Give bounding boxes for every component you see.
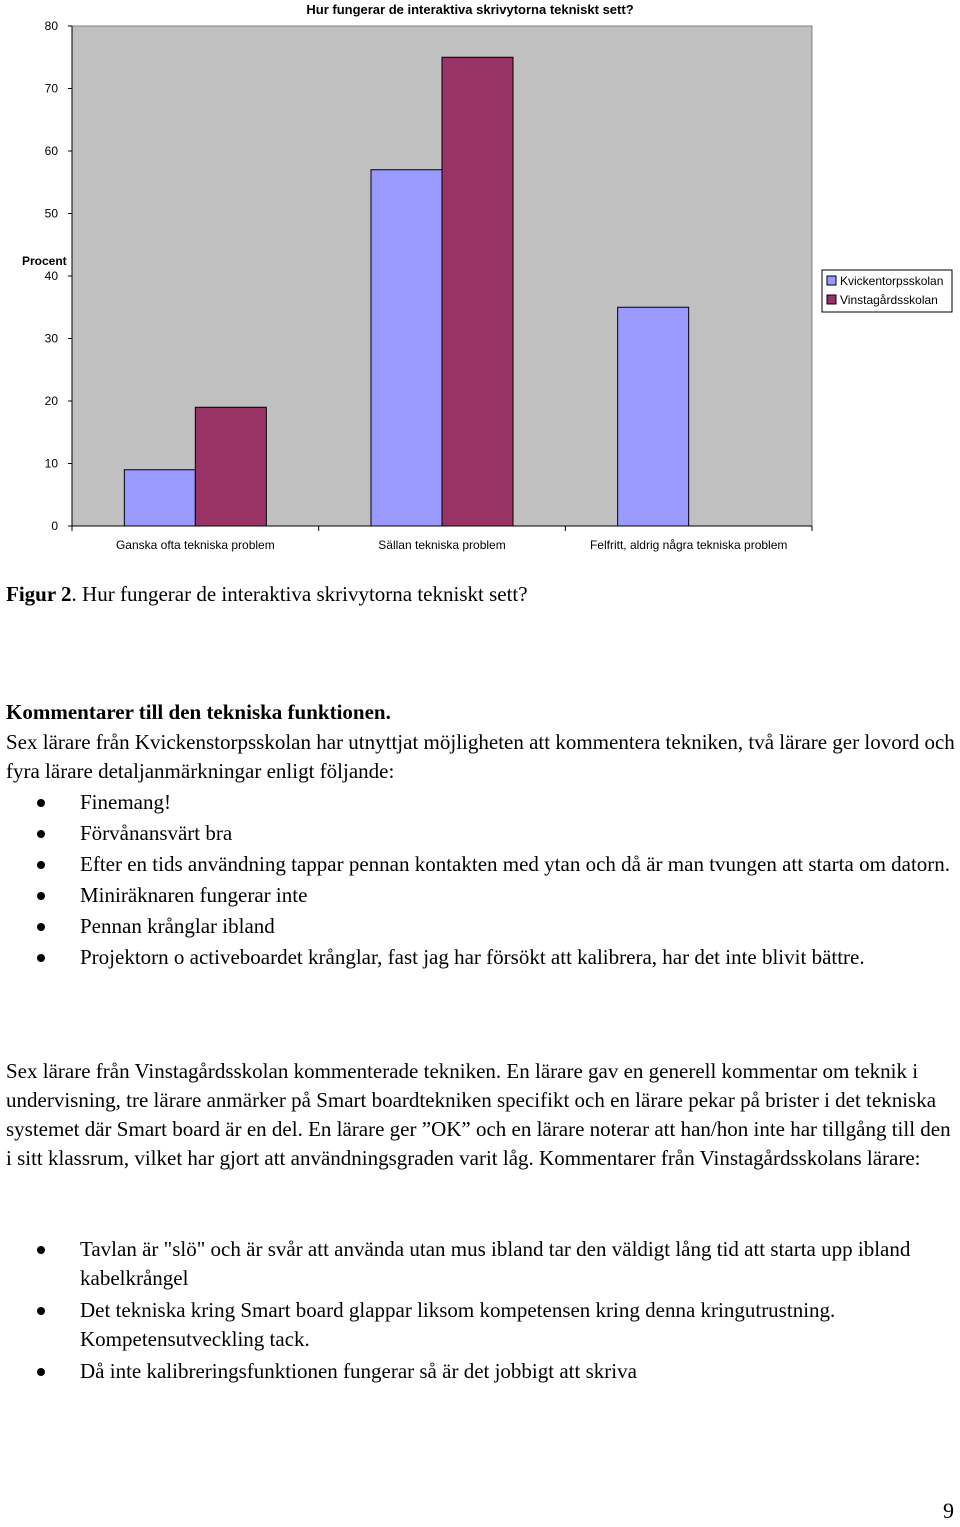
paragraph-kvickentorp: Sex lärare från Kvickenstorpsskolan har utnyttjat möjligheten att kommentera tekniken, två lärare ger lovord och fyra lärare detaljanmärkningar enligt följande:: [6, 730, 955, 783]
list-item: [0, 1296, 956, 1354]
list-item-text: Pennan krånglar ibland: [80, 914, 275, 938]
y-tick-label: 60: [44, 144, 58, 158]
list-item: [0, 943, 956, 972]
y-tick-label: 0: [51, 519, 58, 533]
bullet-icon: [37, 954, 45, 962]
bullet-icon: [37, 799, 45, 807]
chart-title: Hur fungerar de interaktiva skrivytorna tekniskt sett?: [306, 2, 634, 17]
y-tick-label: 10: [44, 456, 58, 471]
list-item: [0, 850, 956, 879]
comment-list-vinstagard: [0, 1235, 956, 1389]
bar-vinstagårdsskolan: [195, 407, 266, 526]
y-tick-label: 40: [44, 269, 58, 283]
bar-kvickentorpsskolan: [618, 307, 689, 526]
chart-legend: [822, 270, 952, 312]
section-heading: Kommentarer till den tekniska funktionen.: [6, 700, 391, 724]
list-item-text: Finemang!: [80, 790, 171, 814]
legend-swatch: [827, 276, 836, 285]
bullet-icon: [37, 1368, 45, 1376]
list-item: [0, 819, 956, 848]
x-tick-label: Felfritt, aldrig några tekniska problem: [589, 538, 788, 552]
bullet-icon: [37, 861, 45, 869]
bar-chart: [0, 0, 960, 560]
list-item-text: Efter en tids användning tappar pennan kontakten med ytan och då är man tvungen att starta om datorn.: [80, 852, 951, 876]
bullet-icon: [37, 892, 45, 900]
y-axis-label: Procent: [22, 254, 67, 268]
x-tick-label: Ganska ofta tekniska problem: [115, 538, 275, 552]
figure-caption-text: . Hur fungerar de interaktiva skrivytorna tekniskt sett?: [71, 582, 528, 606]
figure-caption: [6, 580, 956, 609]
legend-entry: Vinstagårdsskolan: [840, 293, 938, 307]
bullet-icon: [37, 1246, 45, 1254]
y-tick-label: 70: [44, 81, 58, 96]
bar-kvickentorpsskolan: [371, 170, 442, 526]
list-item: [0, 881, 956, 910]
bullet-icon: [37, 830, 45, 838]
list-item-text: Då inte kalibreringsfunktionen fungerar så är det jobbigt att skriva: [80, 1359, 637, 1383]
list-item: [0, 1357, 956, 1386]
legend-entry: Kvickentorpsskolan: [840, 274, 944, 288]
list-item: [0, 1235, 956, 1293]
y-tick-label: 50: [44, 206, 58, 221]
bar-kvickentorpsskolan: [124, 470, 195, 526]
list-item-text: Miniräknaren fungerar inte: [80, 883, 308, 907]
comment-list-kvickentorp: [0, 788, 956, 974]
figure-label: Figur 2: [6, 582, 72, 606]
list-item-text: Projektorn o activeboardet krånglar, fast jag har försökt att kalibrera, har det inte blivit bättre.: [80, 945, 865, 969]
paragraph-vinstagard: Sex lärare från Vinstagårdsskolan kommenterade tekniken. En lärare gav en generell kommentar om teknik i undervisning, tre lärare anmärker på Smart boardtekniken specifikt och en lärare pekar på brister i det tekniska systemet där Smart board är en del. En lärare ger ”OK” och en lärare noterar att han/hon inte har tillgång till den i sitt klassrum, vilket har gjort att användningsgraden varit låg. Kommentarer från Vinstagårdsskolans lärare:: [6, 1059, 951, 1170]
x-tick-label: Sällan tekniska problem: [378, 538, 506, 552]
bullet-icon: [37, 1307, 45, 1315]
list-item: [0, 912, 956, 941]
legend-swatch: [827, 295, 836, 304]
chart-svg: [0, 0, 960, 560]
bar-vinstagårdsskolan: [442, 57, 513, 526]
list-item-text: Förvånansvärt bra: [80, 821, 233, 845]
y-tick-label: 20: [44, 394, 58, 408]
bullet-icon: [37, 923, 45, 931]
y-tick-label: 80: [44, 19, 58, 33]
page-number: 9: [943, 1498, 954, 1523]
list-item: [0, 788, 956, 817]
list-item-text: Det tekniska kring Smart board glappar liksom kompetensen kring denna kringutrustning. Kompetensutveckling tack.: [80, 1298, 836, 1351]
y-tick-label: 30: [44, 331, 58, 346]
list-item-text: Tavlan är "slö" och är svår att använda utan mus ibland tar den väldigt lång tid att starta upp ibland kabelkrångel: [80, 1237, 911, 1290]
